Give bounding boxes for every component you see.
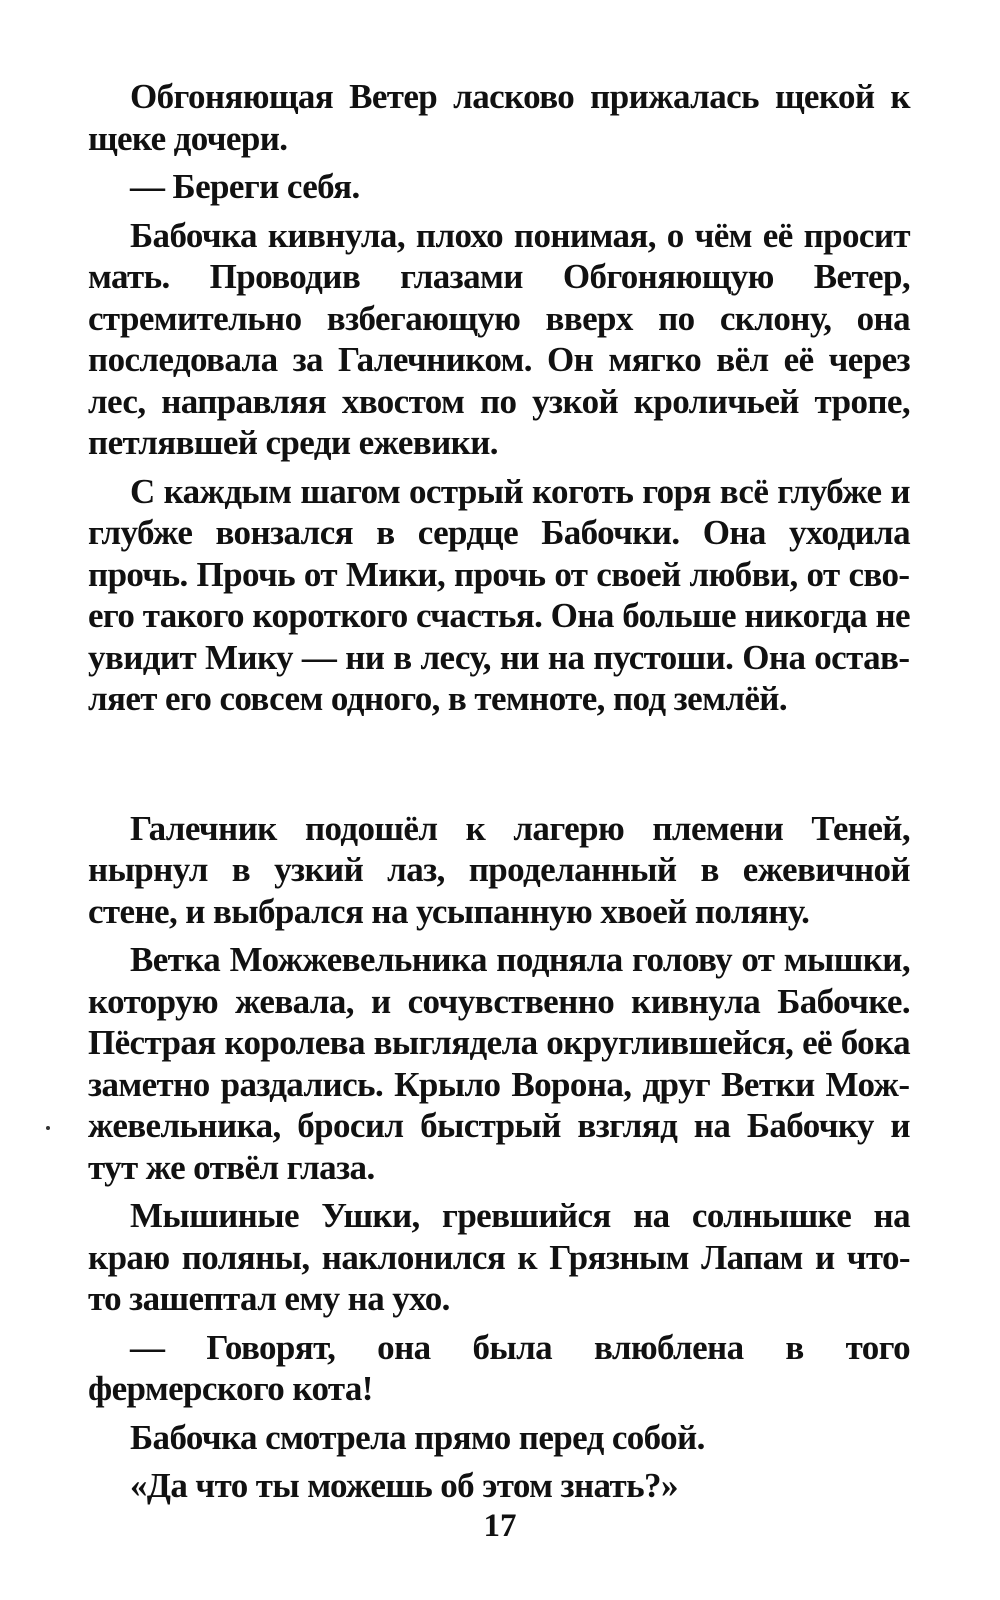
paragraph: — Говорят, она была влюблена в того фермерского кота! xyxy=(88,1327,910,1408)
paragraph: Ветка Можжевельника подняла голову от мышки, которую жевала, и сочувственно кивнула Бабочке. Пёстрая королева выглядела округлившейся, её бока заметно раздались. Крыло Ворона, друг Ветки Можжевельника, бросил быстрый взгляд на Бабочку и тут же отвёл глаза. xyxy=(88,940,910,1187)
section-top xyxy=(88,76,910,720)
book-page xyxy=(88,76,910,1556)
paragraph: Мышиные Ушки, гревшийся на солнышке на краю поляны, наклонился к Грязным Лапам и что-то зашептал ему на ухо. xyxy=(88,1196,910,1318)
paragraph: Галечник подошёл к лагерю племени Теней, нырнул в узкий лаз, проделанный в ежевичной стене, и выбрался на усыпанную хвоей поляну. xyxy=(88,808,910,931)
scan-speck xyxy=(46,1126,50,1130)
section-break xyxy=(88,720,910,808)
paragraph: С каждым шагом острый коготь горя всё глубже и глубже вонзался в сердце Бабочки. Она уходила прочь. Прочь от Мики, прочь от своей любви, от своего такого короткого счастья. Она больше никогда не увидит Мику — ни в лесу, ни на пустоши. Она оставляет его совсем одного, в темноте, под землёй. xyxy=(88,471,910,718)
paragraph: — Береги себя. xyxy=(130,167,360,206)
paragraph: Обгоняющая Ветер ласково прижалась щекой к щеке дочери. xyxy=(88,77,910,158)
section-bottom xyxy=(88,808,910,1507)
page-number: 17 xyxy=(483,1508,517,1544)
paragraph: Бабочка смотрела прямо перед собой. xyxy=(130,1417,705,1457)
paragraph: «Да что ты можешь об этом знать?» xyxy=(130,1466,678,1505)
paragraph: Бабочка кивнула, плохо понимая, о чём её просит мать. Проводив глазами Обгоняющую Ветер, стремительно взбегающую вверх по склону, она последовала за Галечником. Он мягко вёл её через лес, направляя хвостом по узкой кроличьей тропе, петлявшей среди ежевики. xyxy=(88,215,910,462)
